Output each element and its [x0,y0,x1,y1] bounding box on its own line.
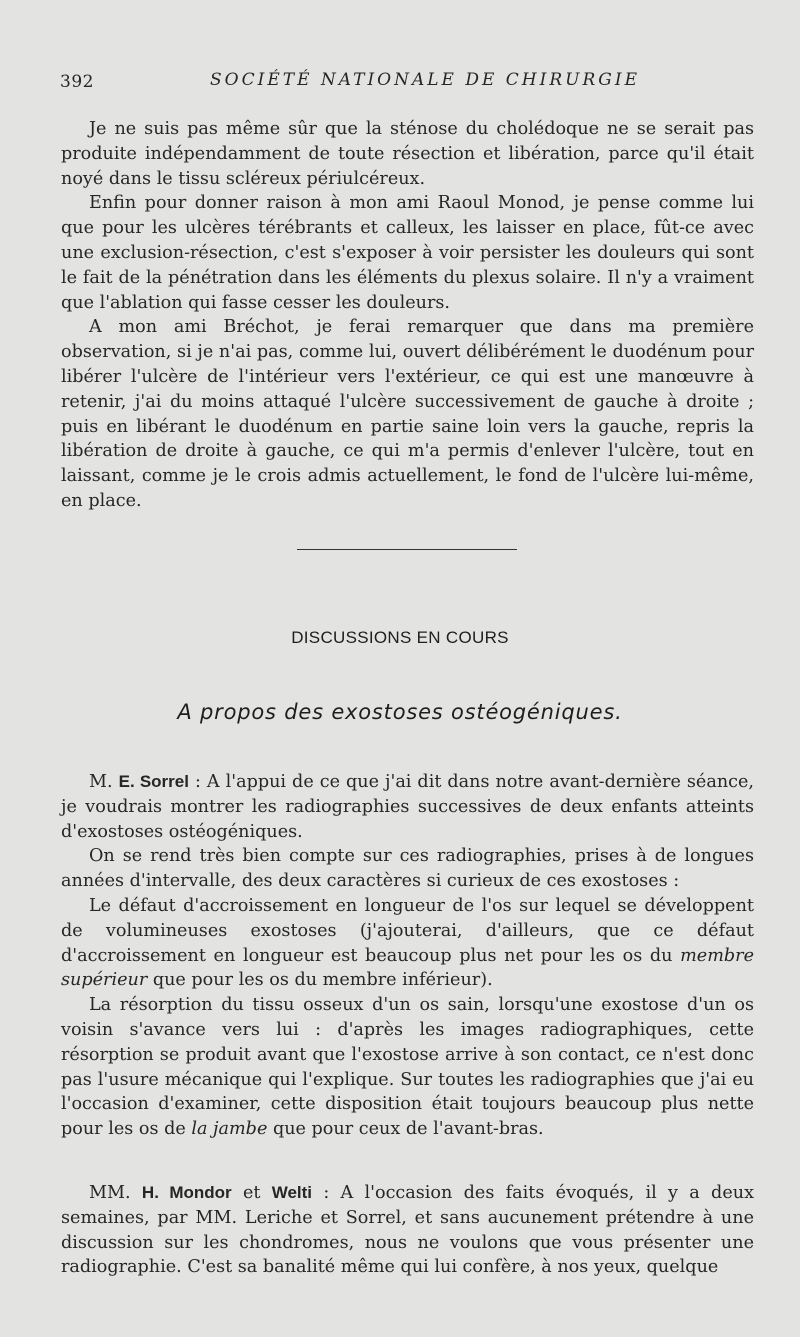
sorrel-remarks [61,770,754,1142]
italic-term: la jambe [191,1119,268,1140]
page-number: 392 [60,72,94,92]
paragraph: Enfin pour donner raison à mon ami Raoul Monod, je pense comme lui que pour les ulcères térébrants et calleux, les laisser en place, fût-ce avec une exclusion-résection, c'est s'exposer à voir persister les douleurs qui sont le fait de la pénétration dans les éléments du plexus solaire. Il n'y a vraiment que l'ablation qui fasse cesser les douleurs. [61,193,754,313]
speaker-name: E. Sorrel [118,772,189,791]
paragraph [61,894,754,993]
speaker-prefix: MM. [89,1183,142,1203]
page-header [40,70,760,96]
paragraph-text: que pour les os du membre inférieur). [147,970,493,991]
paragraph-text: que pour ceux de l'avant-bras. [267,1119,544,1140]
paragraph-text: Le défaut d'accroissement en longueur de l'os sur lequel se développent de volumineuses exostoses (j'ajouterai, d'ailleurs, que ce défaut d'accroissement en longueur est beaucoup plus net pour les os du [61,895,754,966]
running-title: SOCIÉTÉ NATIONALE DE CHIRURGIE [210,70,640,90]
paragraph: Je ne suis pas même sûr que la sténose du cholédoque ne se serait pas produite indépendamment de toute résection et libération, parce qu'il était noyé dans le tissu scléreux périulcéreux. [61,119,754,189]
paragraph-text: La résorption du tissu osseux d'un os sain, lorsqu'une exostose d'un os voisin s'avance vers lui : d'après les images radiographiques, cette résorption se produit avant que l'exostose arrive à son contact, ce n'est donc pas l'usure mécanique qui l'explique. Sur toutes les radiographies que j'ai eu l'occasion d'examiner, cette disposition était toujours beaucoup plus nette pour les os de [61,995,754,1140]
paragraph-text: : A l'occasion des faits évoqués, il y a deux semaines, par MM. Leriche et Sorrel, et sans aucunement prétendre à une discussion sur les chondromes, nous ne voulons que vous présenter une radiographie. C'est sa banalité même qui lui confère, à nos yeux, quelque [61,1183,754,1278]
speaker-name: Welti [271,1183,313,1202]
italic-term: membre supérieur [61,945,754,991]
connector-text: et [231,1183,272,1203]
speaker-name: H. Mondor [141,1183,232,1202]
paragraph [61,993,754,1142]
paragraph-text: : A l'appui de ce que j'ai dit dans notre avant-dernière séance, je voudrais montrer les radiographies successives de deux enfants atteints d'exostoses ostéogéniques. [61,772,755,842]
section-heading: DISCUSSIONS EN COURS [291,628,509,647]
discussion-subject: A propos des exostoses ostéogéniques. [177,700,623,724]
speaker-prefix: M. [89,772,119,792]
paragraph: On se rend très bien compte sur ces radiographies, prises à de longues années d'intervalle, des deux caractères si curieux de ces exostoses : [61,846,754,892]
closing-remarks [61,117,754,514]
paragraph [61,1181,754,1280]
paragraph [61,770,754,844]
section-divider [297,549,517,550]
paragraph: A mon ami Bréchot, je ferai remarquer que dans ma première observation, si je n'ai pas, comme lui, ouvert délibérément le duodénum pour libérer l'ulcère de l'intérieur vers l'extérieur, ce qui est une manœuvre à retenir, j'ai du moins attaqué l'ulcère successivement de gauche à droite ; puis en libérant le duodénum en partie saine loin vers la gauche, repris la libération de droite à gauche, ce qui m'a permis d'enlever l'ulcère, tout en laissant, comme je le crois admis actuellement, le fond de l'ulcère lui-même, en place. [61,317,754,511]
mondor-welti-remarks [61,1181,754,1280]
